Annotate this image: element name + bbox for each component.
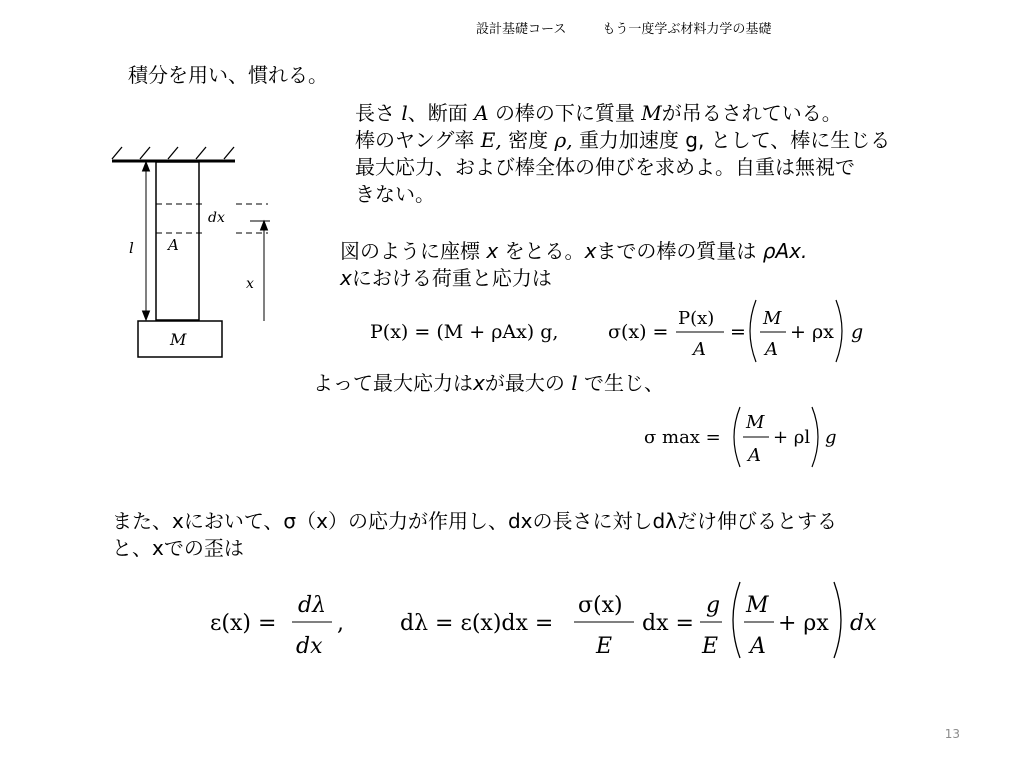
ceiling xyxy=(112,147,235,161)
rho-l-term: + ρl xyxy=(773,427,811,448)
e-denominator-2: E xyxy=(702,634,719,659)
equation-strain-elongation xyxy=(200,578,890,662)
equation-sigma-max xyxy=(640,404,860,470)
comma: , xyxy=(337,611,344,636)
g-numerator: g xyxy=(706,593,721,618)
problem-line-3: 最大応力、および棒全体の伸びを求めよ。自重は無視で xyxy=(355,155,855,179)
length-dimension xyxy=(143,162,150,320)
load-equation: P(x) = (M + ρAx) g, xyxy=(370,321,559,343)
page-number: 13 xyxy=(944,727,960,741)
strain-line-1: また、xにおいて、σ（x）の応力が作用し、dxの長さに対しdλだけ伸びるとする xyxy=(112,509,838,533)
dx-factor: dx xyxy=(850,611,877,636)
right-paren xyxy=(812,407,818,467)
x-dimension xyxy=(250,221,270,321)
rho-x-term: + ρx xyxy=(790,321,834,343)
a-denominator: A xyxy=(748,445,761,466)
course-name: 設計基礎コース xyxy=(476,22,567,37)
coordinate-line-1: 図のように座標 x をとる。xまでの棒の質量は ρAx. xyxy=(340,239,808,263)
slide-header xyxy=(476,18,771,37)
strain-lhs: ε(x) = xyxy=(210,611,277,636)
problem-line-2: 棒のヤング率 E, 密度 ρ, 重力加速度 g, として、棒に生じる xyxy=(355,128,891,152)
left-paren xyxy=(750,300,756,362)
course-subtitle: もう一度学ぶ材料力学の基礎 xyxy=(602,22,772,37)
stress-denominator: A xyxy=(693,339,706,360)
bar-mass-figure xyxy=(100,140,290,365)
stress-numerator: P(x) xyxy=(678,308,715,329)
dx-denominator: dx xyxy=(296,634,323,659)
dx-equals: dx = xyxy=(642,611,694,636)
a-denominator: A xyxy=(750,634,766,659)
g-factor: g xyxy=(825,427,837,448)
m-numerator: M xyxy=(746,412,765,433)
dlambda-numerator: dλ xyxy=(298,593,327,618)
elongation-lhs: dλ = ε(x)dx = xyxy=(400,611,554,636)
left-paren xyxy=(734,407,740,467)
dx-label: dx xyxy=(208,210,225,226)
coordinate-line-2: xにおける荷重と応力は xyxy=(340,266,552,290)
right-paren xyxy=(836,300,842,362)
problem-statement xyxy=(355,100,890,208)
coordinate-text xyxy=(340,238,807,292)
equation-load-stress xyxy=(360,296,880,364)
sigma-x-numerator: σ(x) xyxy=(578,593,623,618)
problem-line-1: 長さ l、断面 A の棒の下に質量 Mが吊るされている。 xyxy=(355,101,842,125)
sigma-max-lhs: σ max = xyxy=(644,427,721,448)
e-denominator: E xyxy=(596,634,613,659)
slide-title: 積分を用い、慣れる。 xyxy=(128,63,328,87)
length-label: l xyxy=(129,239,134,257)
a-denominator: A xyxy=(765,339,778,360)
area-label: A xyxy=(168,236,179,254)
stress-equals: = xyxy=(730,321,746,343)
rho-x-term: + ρx xyxy=(778,611,829,636)
max-stress-text: よって最大応力はxが最大の l で生じ、 xyxy=(313,371,664,395)
g-factor: g xyxy=(851,321,864,343)
problem-line-4: きない。 xyxy=(355,182,435,206)
strain-line-2: と、xでの歪は xyxy=(112,536,244,560)
x-label: x xyxy=(246,276,254,292)
strain-text xyxy=(112,508,837,562)
mass-label: M xyxy=(170,330,187,349)
left-paren xyxy=(733,582,740,658)
right-paren xyxy=(834,582,841,658)
stress-lhs: σ(x) = xyxy=(608,321,669,343)
m-numerator: M xyxy=(763,308,782,329)
m-numerator: M xyxy=(746,593,769,618)
